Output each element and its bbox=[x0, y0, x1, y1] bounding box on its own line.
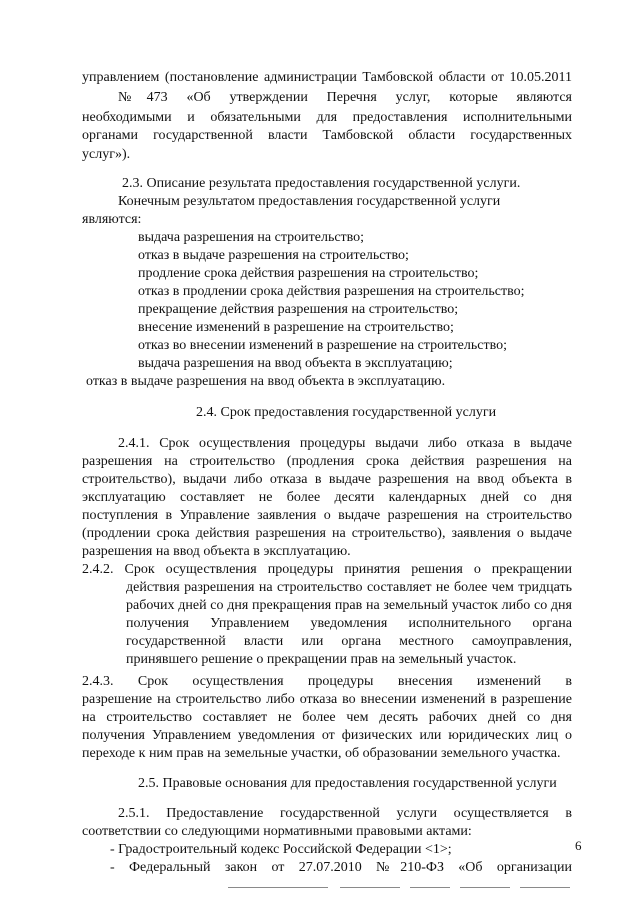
text-line: разрешения на ввод объекта в эксплуатацию. bbox=[82, 544, 351, 559]
text-line: разрешение на строительство либо отказа во внесении изменений в разрешение bbox=[82, 692, 572, 707]
text-line: переходе к ним прав на земельные участки, об образовании земельного участка. bbox=[82, 746, 561, 761]
text-line: являются: bbox=[82, 212, 142, 227]
text-line: 2.5.1. Предоставление государственной услуги осуществляется в bbox=[118, 806, 572, 821]
list-item: отказ во внесении изменений в разрешение на строительство; bbox=[138, 338, 508, 353]
list-item: прекращение действия разрешения на строительство; bbox=[138, 302, 459, 317]
footer-rule bbox=[340, 887, 400, 888]
section-heading: 2.3. Описание результата предоставления государственной услуги. bbox=[122, 176, 521, 191]
text-line: на строительство составляет не более чем десять рабочих дней со дня bbox=[82, 710, 572, 725]
text-line: получения Управлением уведомления от физических или юридических лиц о bbox=[82, 728, 572, 743]
text-line: №473 «Об утверждении Перечня услуг, которые являются bbox=[118, 90, 572, 105]
footer-rule bbox=[520, 887, 570, 888]
text-line: управлением (постановление администрации Тамбовской области от 10.05.2011 bbox=[82, 70, 572, 85]
footer-rule bbox=[228, 887, 328, 888]
text-line: принявшего решение о прекращении прав на земельный участок. bbox=[126, 652, 517, 667]
text-line: строительство), выдачи либо отказа в выдаче разрешения на ввод объекта в bbox=[82, 472, 572, 487]
footer-rule bbox=[460, 887, 510, 888]
page-number: 6 bbox=[575, 838, 582, 853]
text-line: услуг»). bbox=[82, 147, 131, 162]
section-heading: 2.4. Срок предоставления государственной услуги bbox=[196, 405, 497, 420]
text-line: органами государственной власти Тамбовской области государственных bbox=[82, 128, 572, 143]
text-line: (продлении срока действия разрешения на строительство), заявления о выдаче bbox=[82, 526, 572, 541]
list-item: отказ в выдаче разрешения на строительство; bbox=[138, 248, 409, 263]
text-line: получения Управлением уведомления исполнительного органа bbox=[126, 616, 572, 631]
text-line: соответствии со следующими нормативными правовыми актами: bbox=[82, 824, 472, 839]
text-line: Конечным результатом предоставления государственной услуги bbox=[118, 194, 501, 209]
section-heading: 2.5. Правовые основания для предоставления государственной услуги bbox=[138, 776, 557, 791]
text-line: разрешения на строительство (продления срока действия разрешения на bbox=[82, 454, 572, 469]
list-item: отказ в выдаче разрешения на ввод объекта в эксплуатацию. bbox=[86, 374, 446, 389]
text-line: 2.4.1. Срок осуществления процедуры выдачи либо отказа в выдаче bbox=[118, 436, 572, 451]
text-line: действия разрешения на строительство составляет не более чем тридцать bbox=[126, 580, 572, 595]
text-line: необходимыми и обязательными для предоставления исполнительными bbox=[82, 110, 572, 125]
list-item: выдача разрешения на ввод объекта в эксплуатацию; bbox=[138, 356, 453, 371]
list-item: отказ в продлении срока действия разрешения на строительство; bbox=[138, 284, 525, 299]
list-item: - Федеральный закон от 27.07.2010 №210-ФЗ «Об организации bbox=[110, 860, 572, 875]
text-line: государственной власти или органа местного самоуправления, bbox=[126, 634, 572, 649]
list-item: внесение изменений в разрешение на строительство; bbox=[138, 320, 454, 335]
list-item: - Градостроительный кодекс Российской Федерации <1>; bbox=[110, 842, 452, 857]
text-line: эксплуатацию составляет не более десяти календарных дней со дня bbox=[82, 490, 572, 505]
list-item: выдача разрешения на строительство; bbox=[138, 230, 365, 245]
footer-rule bbox=[410, 887, 450, 888]
text-line: поступления в Управление заявления о выдаче разрешения на строительство bbox=[82, 508, 572, 523]
text-line: рабочих дней со дня прекращения прав на земельный участок либо со дня bbox=[126, 598, 572, 613]
list-item: продление срока действия разрешения на строительство; bbox=[138, 266, 479, 281]
text-line: 2.4.2. Срок осуществления процедуры принятия решения о прекращении bbox=[82, 562, 572, 577]
text-line: 2.4.3. Срок осуществления процедуры внесения изменений в bbox=[82, 674, 572, 689]
